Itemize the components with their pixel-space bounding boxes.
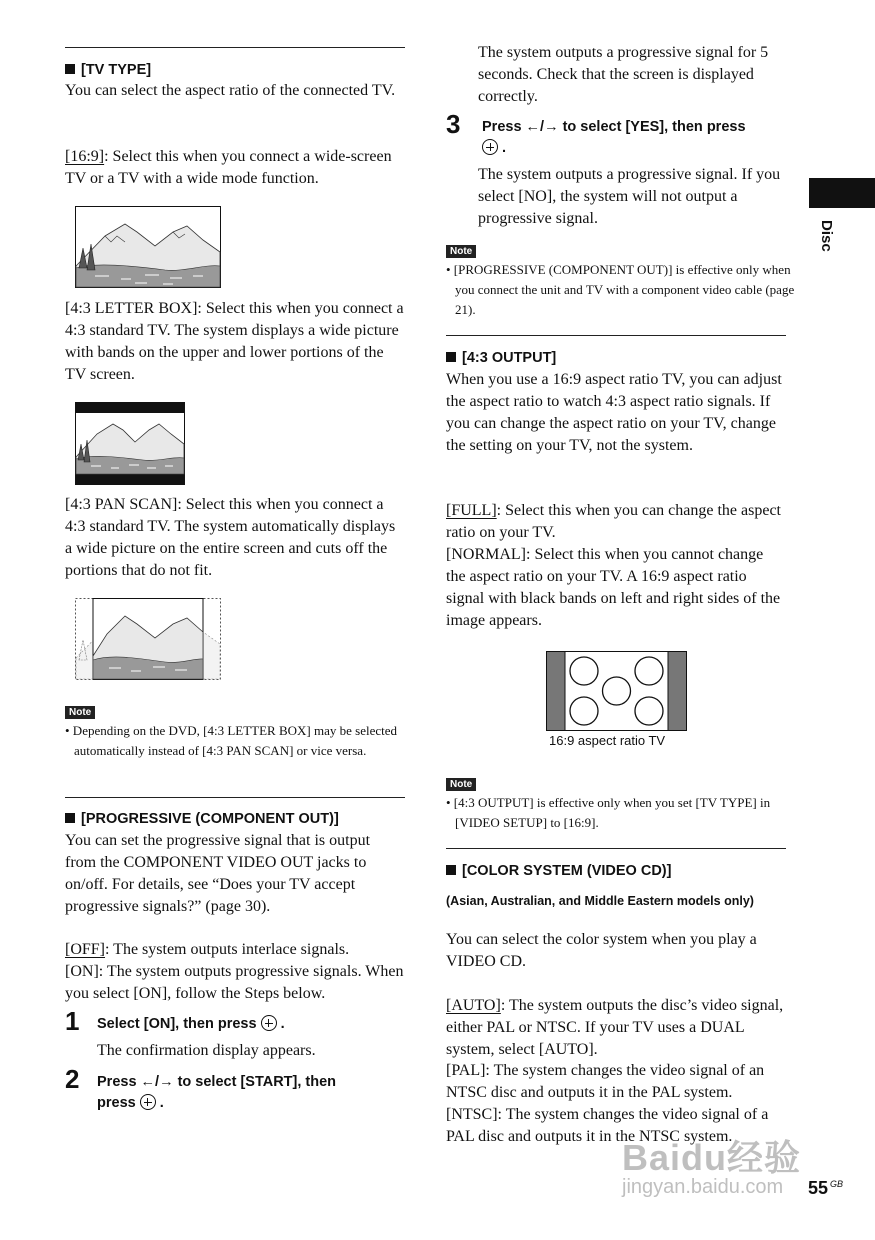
progressive-option-off: [OFF]: The system outputs interlace signals.: [65, 941, 350, 958]
enter-button-icon: [140, 1094, 156, 1110]
color-system-option-pal: [PAL]: The system changes the video signal of an NTSC disc and outputs it in the PAL system.: [446, 1062, 765, 1101]
note-badge: Note: [446, 778, 476, 791]
progressive-note: • [PROGRESSIVE (COMPONENT OUT)] is effective only when you connect the unit and TV with a component video cable (page 21).: [446, 262, 795, 317]
option-key-169: [16:9]: [65, 148, 105, 165]
panscan-description: [4:3 PAN SCAN]: Select this when you connect a 4:3 standard TV. The system automatically displays a wide picture on the entire screen and cuts off the portions that do not fit.: [65, 496, 396, 579]
option-key-off: [OFF]: [65, 941, 106, 958]
option-key-full: [FULL]: [446, 502, 497, 519]
color-system-intro: You can select the color system when you play a VIDEO CD.: [446, 931, 757, 970]
letterbox-description: [4:3 LETTER BOX]: Select this when you connect a 4:3 standard TV. The system displays a wide picture with bands on the upper and lower portions of the TV screen.: [65, 300, 404, 383]
diagram-caption: 16:9 aspect ratio TV: [549, 733, 666, 748]
color-system-subheading: (Asian, Australian, and Middle Eastern models only): [446, 894, 754, 908]
section-tab-marker: [809, 178, 875, 208]
section-tab-label: Disc: [818, 220, 835, 252]
step-number-1: 1: [65, 1006, 80, 1036]
enter-button-icon: [261, 1015, 277, 1031]
note-badge: Note: [446, 245, 476, 258]
color-system-option-ntsc: [NTSC]: The system changes the video signal of a PAL disc and outputs it in the NTSC system.: [446, 1106, 769, 1145]
output43-intro: When you use a 16:9 aspect ratio TV, you can adjust the aspect ratio to watch 4:3 aspect ratio signals. If you can change the aspect ratio on your TV, change the setting on your TV, not the system.: [446, 371, 782, 454]
wide-screen-illustration: [75, 206, 221, 288]
tv-type-intro: You can select the aspect ratio of the connected TV.: [65, 82, 396, 99]
option-key-auto: [AUTO]: [446, 997, 501, 1014]
step-number-2: 2: [65, 1064, 80, 1094]
output43-heading: [4:3 OUTPUT]: [446, 349, 556, 367]
color-system-option-auto: [AUTO]: The system outputs the disc’s video signal, either PAL or NTSC. If your TV uses a DUAL system, select [AUTO].: [446, 997, 784, 1058]
aspect-ratio-tv-diagram: [546, 651, 687, 731]
step-2-title: Press ←/→ to select [START], then press .: [97, 1074, 337, 1111]
step-1-title: Select [ON], then press .: [97, 1016, 285, 1032]
section-divider: [446, 335, 786, 336]
color-system-heading: [COLOR SYSTEM (VIDEO CD)]: [446, 862, 671, 880]
step-3-body: The system outputs a progressive signal. If you select [NO], the system will not output a progressive signal.: [478, 166, 781, 227]
output43-note: • [4:3 OUTPUT] is effective only when you set [TV TYPE] in [VIDEO SETUP] to [16:9].: [446, 795, 771, 830]
panscan-illustration: [75, 598, 221, 680]
enter-button-icon: [482, 139, 498, 155]
step-1-body: The confirmation display appears.: [97, 1042, 316, 1059]
watermark-url: jingyan.baidu.com: [622, 1176, 784, 1198]
step-3-title: Press ←/→ to select [YES], then press .: [482, 119, 746, 156]
section-divider: [65, 47, 405, 48]
note-badge: Note: [65, 706, 95, 719]
tv-type-heading: [TV TYPE]: [65, 61, 151, 79]
watermark-logo: Baidu经验: [622, 1137, 802, 1178]
tv-type-option-169: [16:9]: Select this when you connect a wide-screen TV or a TV with a wide mode function.: [65, 148, 392, 187]
progressive-heading: [PROGRESSIVE (COMPONENT OUT)]: [65, 810, 339, 828]
step-2-body: The system outputs a progressive signal for 5 seconds. Check that the screen is displayed correctly.: [478, 44, 769, 105]
page-number: 55 $^{GB}$: [808, 1178, 844, 1198]
step-number-3: 3: [446, 109, 461, 139]
output43-option-normal: [NORMAL]: Select this when you cannot change the aspect ratio on your TV. A 16:9 aspect ratio signal with black bands on left and right sides of the image appears.: [446, 546, 781, 629]
section-divider: [65, 797, 405, 798]
tv-type-note: • Depending on the DVD, [4:3 LETTER BOX] may be selected automatically instead of [4:3 PAN SCAN] or vice versa.: [65, 723, 397, 758]
letterbox-illustration: [75, 402, 185, 485]
progressive-option-on: [ON]: The system outputs progressive signals. When you select [ON], follow the Steps below.: [65, 963, 404, 1002]
progressive-intro: You can set the progressive signal that is output from the COMPONENT VIDEO OUT jacks to on/off. For details, see “Does your TV accept progressive signals?” (page 30).: [65, 832, 371, 915]
section-divider: [446, 848, 786, 849]
output43-option-full: [FULL]: Select this when you can change the aspect ratio on your TV.: [446, 502, 781, 541]
